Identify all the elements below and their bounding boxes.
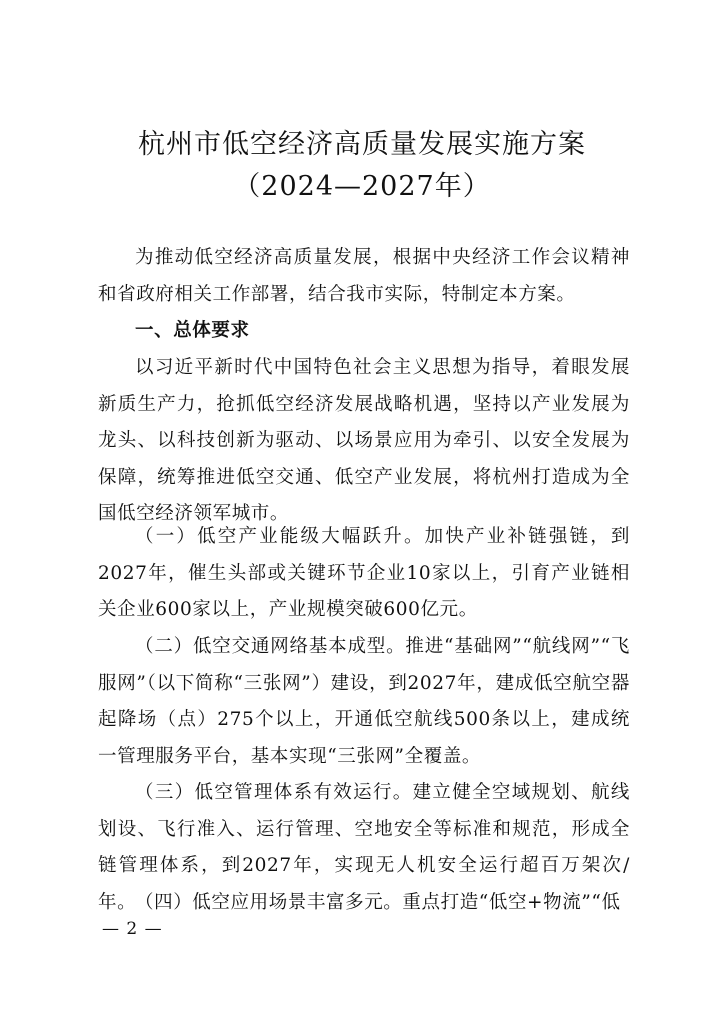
goal-paragraph-industry: （一）低空产业能级大幅跃升。加快产业补链强链，到2027年，催生头部或关键环节企业10家以上，引育产业链相关企业600家以上，产业规模突破600亿元。 bbox=[98, 526, 630, 620]
section-heading-general-requirements: 一、总体要求 bbox=[135, 320, 250, 341]
document-title: 杭州市低空经济高质量发展实施方案 bbox=[138, 129, 586, 160]
document-subtitle-years: （2024—2027年） bbox=[233, 171, 491, 202]
guiding-principles-paragraph: 以习近平新时代中国特色社会主义思想为指导，着眼发展新质生产力，抢抓低空经济发展战略机遇，坚持以产业发展为龙头、以科技创新为驱动、以场景应用为牵引、以安全发展为保障，统筹推进低空交通、低空产业发展，将杭州打造成为全国低空经济领军城市。 bbox=[98, 357, 630, 524]
page-number: — 2 — bbox=[102, 919, 163, 939]
intro-paragraph: 为推动低空经济高质量发展，根据中央经济工作会议精神和省政府相关工作部署，结合我市实际，特制定本方案。 bbox=[98, 247, 630, 305]
goal-paragraph-application-scenarios: （四）低空应用场景丰富多元。重点打造“低空+物流”“低 bbox=[135, 892, 621, 913]
goal-paragraph-transport-network: （二）低空交通网络基本成型。推进“基础网”“航线网”“飞服网”（以下简称“三张网”）建设，到2027年，建成低空航空器起降场（点）275个以上，开通低空航线500条以上，建成统一管理服务平台，基本实现“三张网”全覆盖。 bbox=[98, 636, 630, 767]
goal-paragraph-management-system: （三）低空管理体系有效运行。建立健全空域规划、航线划设、飞行准入、运行管理、空地安全等标准和规范，形成全链管理体系，到2027年，实现无人机安全运行超百万架次/年。 bbox=[98, 782, 630, 913]
